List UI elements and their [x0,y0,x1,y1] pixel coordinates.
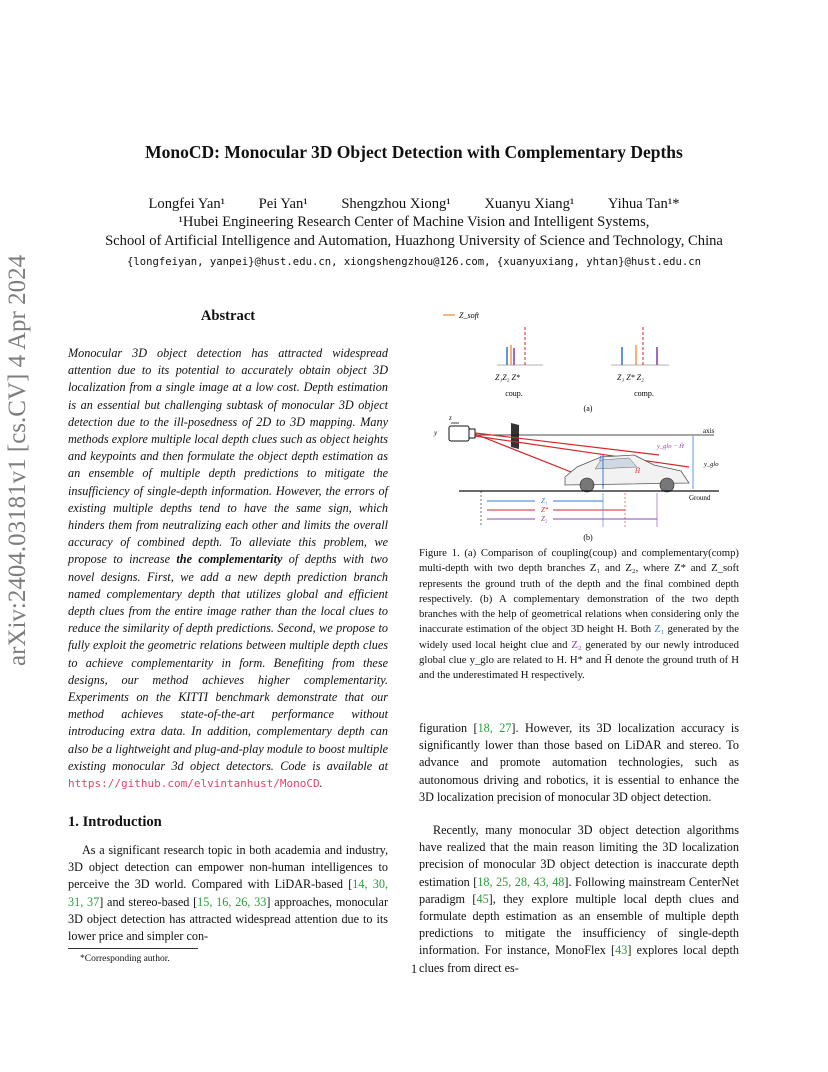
author-list [0,196,828,213]
abstract-text: of depths with two novel designs. First, we add a new depth prediction branch named complementary depth that utilizes global and efficient depth clues from the entire image rather than the local clues to reduce the similarity of depth predictions. Second, we propose to fully exploit the geometric relations between multiple depth clues to achieve complementarity in form. Benefiting from these designs, our method achieves higher complementarity. Experiments on the KITTI benchmark demonstrate that our method achieves state-of-the-art performance without introducing extra data. In addition, complementary depth can also be a lightweight and plug-and-play module to boost multiple existing monocular 3d object detectors. Code is available at [68,552,388,773]
citation-link[interactable]: 43 [615,943,628,958]
z-axis-label: z [449,414,452,422]
citation-link[interactable]: 14, 30, 31, 37 [68,877,388,909]
intro-text: As a significant research topic in both academia and industry, 3D object detection can empower non-human intelligences to perceive the 3D world. Compared with LiDAR-based [ [68,843,388,892]
abstract-text: . [319,776,323,791]
coup-name: coup. [505,389,523,398]
panel-b [433,414,719,542]
comp-labels: Z₁ Z* Z₂ [617,373,644,382]
author: Xuanyu Xiang¹ [484,196,575,212]
abstract-heading: Abstract [200,308,256,324]
intro-heading: 1. Introduction [68,814,162,830]
camera-icon [449,426,469,441]
citation-link[interactable]: 45 [476,891,489,906]
footnote: *Corresponding author. [80,954,170,964]
image-plane [511,423,519,449]
car-illustration [565,455,689,492]
zstar-arrow-label: Z* [541,506,549,514]
citation-link[interactable]: 15, 16, 26, 33 [197,894,267,909]
coup-labels: Z₁Z₂ Z* [495,373,520,382]
y-axis-label: y [434,429,438,437]
paper-title: MonoCD: Monocular 3D Object Detection with Complementary Depths [145,142,683,162]
body-text: ], they explore multiple local depth clues and formulate depth estimation as an ensemble of multiple depth predictions to mitigate the insufficiency of single-depth information. For instance, MonoFlex [ [419,891,739,958]
panel-a-coupling [495,327,543,398]
caption-z2: Z₂ [571,638,582,651]
author: Pei Yan¹ [258,196,308,212]
body-text: figuration [ [419,721,478,735]
yglo-minus-h-label: y_glo − H̃ [657,443,684,450]
affiliation-line-1: ¹Hubei Engineering Research Center of Machine Vision and Intelligent Systems, [178,214,650,230]
legend-zsoft-label: Z_soft [459,311,480,320]
author-emails: {longfeiyan, yanpei}@hust.edu.cn, xiongshengzhou@126.com, {xuanyuxiang, yhtan}@hust.edu.cn [126,256,702,268]
yglo-label: y_glo [704,461,719,468]
comp-name: comp. [634,389,654,398]
page-number: 1 [410,962,418,976]
intro-text: ] approaches, monocular 3D object detection has attracted widespread attention due to its lower price and simpler con- [68,894,389,944]
intro-text: ] and stereo-based [ [99,894,198,909]
abstract-text: Monocular 3D object detection has attracted widespread attention due to its potential to accurately obtain object 3D localization from a single image at a low cost. Depth estimation is an essential but challenging subtask of monocular 3D object detection due to the ill-posedness of 2D to 3D mapping. Many methods explore multiple local depth clues such as object heights and keypoints and then formulate the object depth estimation as an ensemble of multiple depth predictions to mitigate the insufficiency of single-depth information. However, the errors of existing multiple depths tend to have the same sign, which hinders them from neutralizing each other and limits the overall accuracy of combined depth. To alleviate this problem, we propose to increase [68,346,388,567]
body-paragraph [419,822,739,977]
body-text: ] explores local depth clues from direct es- [419,943,740,975]
citation-link[interactable]: 18, 25, 28, 43, 48 [477,874,565,889]
author: Longfei Yan¹ [148,196,226,212]
ground-label: Ground [689,494,711,502]
intro-paragraph [68,842,388,945]
abstract-emphasis: the complementarity [176,552,283,567]
htilde-label: H̃ [635,467,641,475]
panel-a-complementary [611,327,669,398]
arxiv-stamp: arXiv:2404.03181v1 [cs.CV] 4 Apr 2024 [4,254,31,666]
z1-arrow-label: Z₁ [541,497,548,505]
figure-1 [419,305,739,545]
panel-b-tag: (b) [583,533,593,542]
caption-text: generated by the widely used local height clue and [419,623,739,651]
body-text: ]. Following mainstream CenterNet paradigm [ [419,874,739,906]
caption-text: generated by our newly introduced global clue y_glo are related to H. H* and H̃ denote the ground truth of H and the underestimated H respectively. [419,638,739,682]
z2-arrow-label: Z₂ [541,515,548,523]
affiliation-line-2: School of Artificial Intelligence and Automation, Huazhong University of Science and Technology, China [105,233,723,249]
body-text: Recently, many monocular 3D object detection algorithms have realized that the main reason limiting the 3D localization precision of monocular 3D object detection is inaccurate depth estimation [ [419,823,739,889]
author: Yihua Tan¹* [607,196,680,212]
abstract-body [68,345,388,792]
h-label: H [599,455,605,463]
body-text: ]. However, its 3D localization accuracy is significantly lower than those based on LiDAR and stereo. To advance and promote automation technologies, such as autonomous driving and robotics, it is essential to enhance the 3D localization precision of monocular 3D object detection. [419,721,740,804]
caption-z1: Z₁ [654,623,665,636]
citation-link[interactable]: 18, 27 [477,721,512,735]
axis-label: axis [703,427,715,435]
code-link[interactable]: https://github.com/elvintanhust/MonoCD [68,777,320,791]
footnote-rule [68,948,198,949]
panel-a-tag: (a) [583,404,593,413]
author: Shengzhou Xiong¹ [341,196,451,212]
body-paragraph [419,720,739,806]
caption-text: Figure 1. (a) Comparison of coupling(coup) and complementary(comp) multi-depth with two depth branches Z₁ and Z₂, where Z* and Z_soft represents the ground truth of the depth and the final combined depth respectively. (b) A complementary demonstration of the two depth branches with the help of geometrical relations when considering only the inaccurate estimation of the object 3D height H. Both [419,547,739,636]
figure-caption [419,546,739,684]
